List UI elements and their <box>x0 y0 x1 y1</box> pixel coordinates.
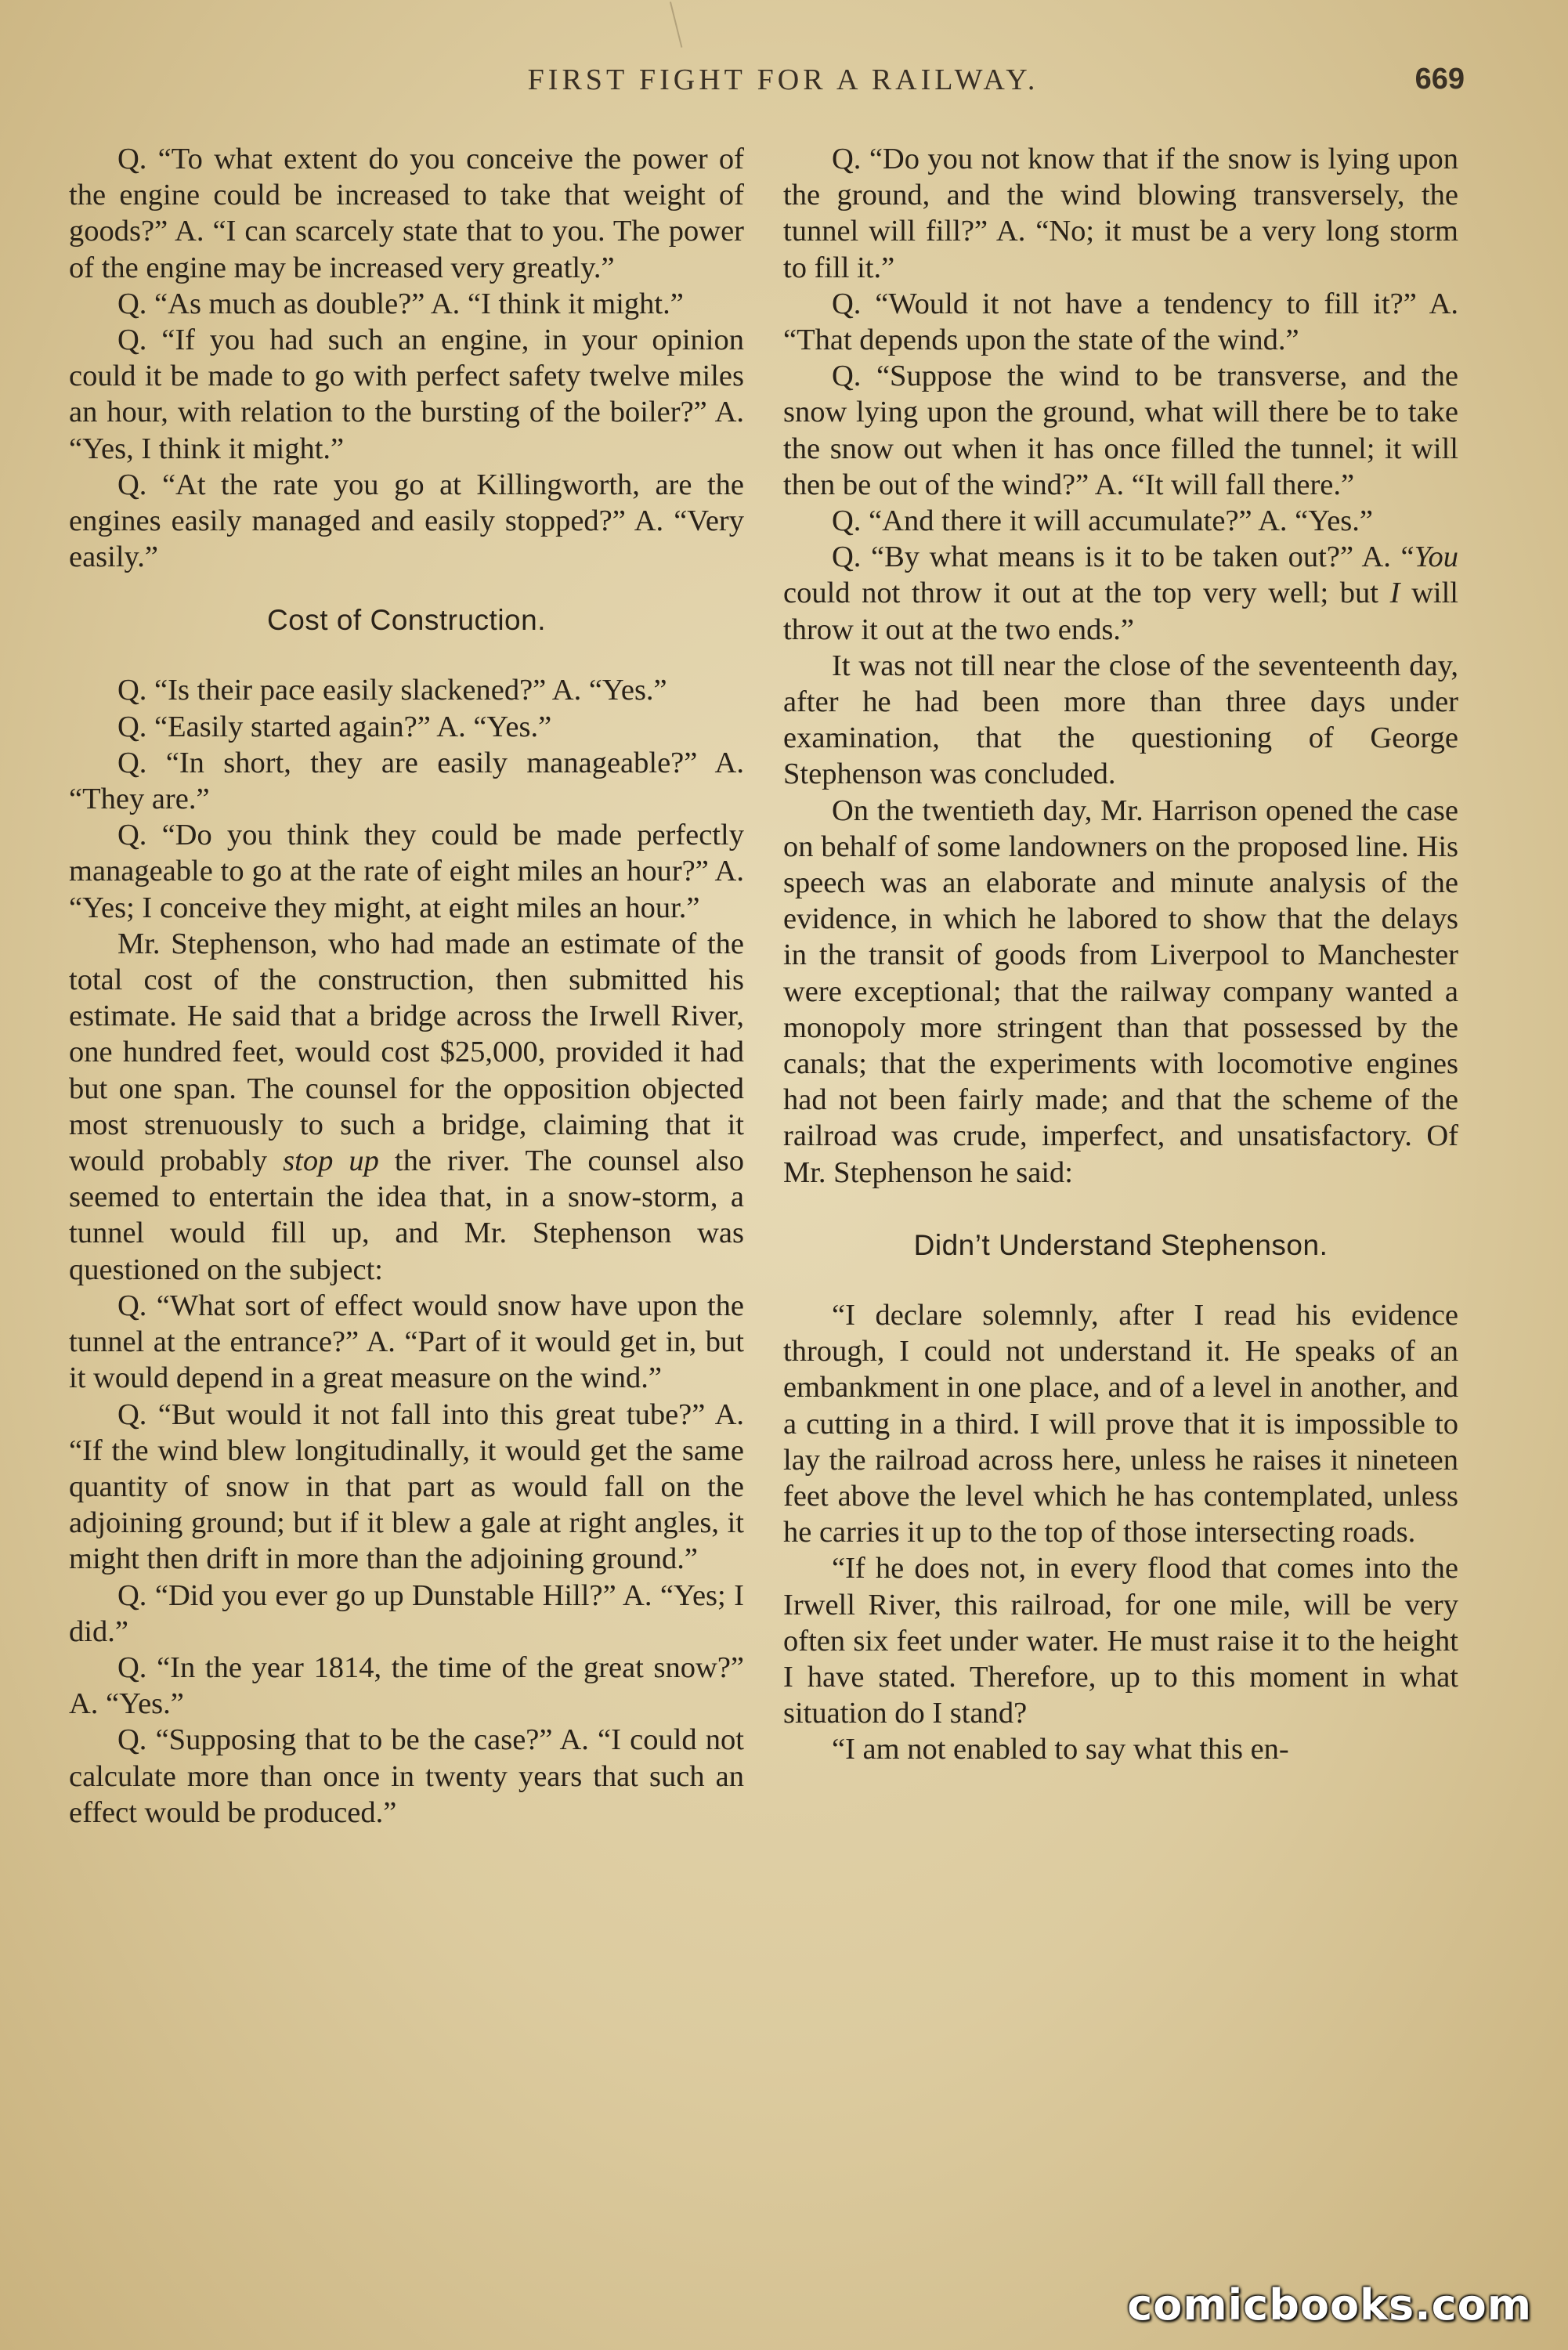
paragraph: “I am not enabled to say what this en- <box>832 1733 1289 1766</box>
text-run: Mr. Stephenson, who had made an estimate of the total cost of the construction, then submitted his estimate. He said that a bridge across the Irwell River, one hundred feet, would cost $25,000, provided it had but one span. The counsel for the opposition objected most strenuously to such a bridge, claiming that it would probably <box>69 927 744 1178</box>
paragraph: Q. “And there it will accumulate?” A. “Yes.” <box>832 504 1374 538</box>
paper-fold-mark <box>670 0 692 48</box>
emphasis-text: stop up <box>283 1144 379 1178</box>
paragraph: Q. “Did you ever go up Dunstable Hill?” A. “Yes; I did.” <box>69 1578 744 1648</box>
paragraph: Q. “Suppose the wind to be transverse, and the snow lying upon the ground, what will there be to take the snow out when it has once filled the tunnel; it will then be out of the wind?” A. “It will fall there.” <box>783 360 1458 501</box>
paragraph: Q. “Do you not know that if the snow is lying upon the ground, and the wind blowing transversely, the tunnel will fill?” A. “No; it must be a very long storm to fill it.” <box>783 143 1458 284</box>
paragraph: Q. “In the year 1814, the time of the great snow?” A. “Yes.” <box>69 1650 744 1721</box>
paragraph: “I declare solemnly, after I read his evidence through, I could not understand it. He speaks of an embankment in one place, and of a level in another, and a cutting in a third. I will prove that it is impossible to lay the railroad across here, unless he raises it nineteen feet above the level which he has contemplated, unless he carries it up to the top of those intersecting roads. <box>783 1298 1458 1549</box>
paragraph: “If he does not, in every flood that comes into the Irwell River, this railroad, for one mile, will be very often six feet under water. He must raise it to the height I have stated. Therefore, up to this moment in what situation do I stand? <box>783 1552 1458 1730</box>
paragraph: Q. “In short, they are easily manageable?” A. “They are.” <box>69 746 744 816</box>
text-run: will throw it out at the two ends.” <box>783 577 1458 646</box>
paragraph <box>783 539 1458 648</box>
paragraph: Q. “At the rate you go at Killingworth, are the engines easily managed and easily stopped?” A. “Very easily.” <box>69 468 744 574</box>
page-header <box>0 63 1568 118</box>
site-watermark: comicbooks.com <box>1127 2280 1532 2330</box>
emphasis-text: You <box>1414 540 1458 574</box>
paragraph: It was not till near the close of the seventeenth day, after he had been more than three days under examination, that the questioning of George Stephenson was concluded. <box>783 649 1458 791</box>
paragraph: Q. “Easily started again?” A. “Yes.” <box>117 710 552 743</box>
left-column <box>69 141 744 1831</box>
text-run: Q. “By what means is it to be taken out?” A. “ <box>832 540 1414 574</box>
paragraph: On the twentieth day, Mr. Harrison opened the case on behalf of some landowners on the proposed line. His speech was an elaborate and minute analysis of the evidence, in which he labored to show that the delays in the transit of goods from Liverpool to Manchester were exceptional; that the railway company wanted a monopoly more stringent than that possessed by the canals; that the experiments with locomotive engines had not been fairly made; and that the scheme of the railroad was crude, imperfect, and unsatisfactory. Of Mr. Stephenson he said: <box>783 794 1458 1189</box>
paragraph: Q. “Is their pace easily slackened?” A. “Yes.” <box>117 674 667 707</box>
emphasis-text: I <box>1389 577 1400 610</box>
text-run: the river. The counsel also seemed to entertain the idea that, in a snow-storm, a tunnel would fill up, and Mr. Stephenson was questioned on the subject: <box>69 1144 744 1286</box>
running-head: FIRST FIGHT FOR A RAILWAY. <box>527 63 1039 96</box>
section-heading: Cost of Construction. <box>267 604 546 637</box>
right-column <box>783 141 1458 1768</box>
paragraph: Q. “But would it not fall into this great tube?” A. “If the wind blew longitudinally, it would get the same quantity of snow in that part as would fall on the adjoining ground; but if it blew a gale at right angles, it might then drift in more than the adjoining ground.” <box>69 1397 744 1576</box>
page-number: 669 <box>1414 63 1465 96</box>
paragraph: Q. “Would it not have a tendency to fill it?” A. “That depends upon the state of the wind.” <box>783 287 1458 357</box>
text-run: could not throw it out at the top very well; but <box>783 577 1390 610</box>
paragraph: Q. “As much as double?” A. “I think it might.” <box>117 287 684 320</box>
paragraph: Q. “Supposing that to be the case?” A. “I could not calculate more than once in twenty years that such an effect would be produced.” <box>69 1723 744 1829</box>
paragraph: Q. “If you had such an engine, in your opinion could it be made to go with perfect safety twelve miles an hour, with relation to the bursting of the boiler?” A. “Yes, I think it might.” <box>69 324 744 465</box>
paragraph: Q. “Do you think they could be made perfectly manageable to go at the rate of eight miles an hour?” A. “Yes; I conceive they might, at eight miles an hour.” <box>69 819 744 924</box>
section-heading: Didn’t Understand Stephenson. <box>913 1228 1328 1261</box>
paragraph <box>69 926 744 1288</box>
paragraph: Q. “To what extent do you conceive the power of the engine could be increased to take that weight of goods?” A. “I can scarcely state that to you. The power of the engine may be increased very greatly.” <box>69 143 744 284</box>
paragraph: Q. “What sort of effect would snow have upon the tunnel at the entrance?” A. “Part of it would get in, but it would depend in a great measure on the wind.” <box>69 1289 744 1395</box>
